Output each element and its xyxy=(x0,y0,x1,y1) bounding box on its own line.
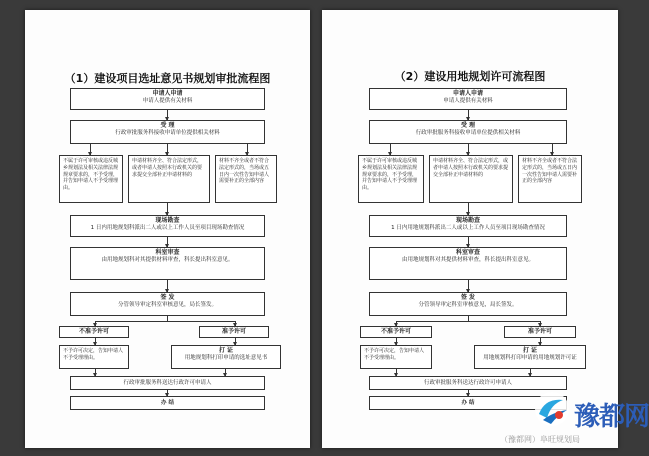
arrow xyxy=(167,280,168,292)
watermark-logo-icon xyxy=(533,390,571,428)
right-review-head: 科室审查 xyxy=(455,249,480,256)
right-apply-box xyxy=(369,88,567,110)
right-complete-box: 申请材料齐全、符合法定形式，或者申请人按照本行政机关的要求提交全部补正申请材料的 xyxy=(429,155,513,203)
right-grant-head: 准予许可 xyxy=(527,328,552,335)
left-deny-head-box xyxy=(59,326,129,338)
connector xyxy=(396,321,540,322)
left-review-head: 科室审查 xyxy=(155,249,180,256)
arrow xyxy=(468,110,469,120)
right-inspect-box xyxy=(369,215,567,237)
left-grant-head-box xyxy=(199,326,269,338)
left-accept-head: 受 理 xyxy=(160,122,175,129)
watermark-subtext: （豫都网）阜旺规划局 xyxy=(500,435,580,444)
left-accept-box xyxy=(70,120,265,144)
left-apply-head: 申请人申请 xyxy=(152,90,183,97)
arrow xyxy=(247,144,248,155)
arrow xyxy=(235,338,236,345)
arrow xyxy=(396,369,397,376)
right-title: （2）建设用地规划许可流程图 xyxy=(394,70,546,83)
right-print-box xyxy=(474,345,586,369)
left-page xyxy=(25,10,310,448)
left-apply-body: 申请人提供有关材料 xyxy=(142,98,193,105)
arrow xyxy=(90,144,91,155)
right-review-box xyxy=(369,247,567,280)
left-done-box: 办 结 xyxy=(70,396,265,410)
right-notify-box: 行政审批服务科送达行政许可申请人 xyxy=(369,376,567,390)
left-incomplete-box: 材料不齐全或者不符合法定形式的，当场或五日内一次性告知申请人需要补正的全部内容 xyxy=(215,155,277,203)
left-sign-box xyxy=(70,292,265,316)
left-apply-box xyxy=(70,88,265,110)
right-accept-box xyxy=(369,120,567,144)
arrow xyxy=(468,237,469,247)
left-print-head: 打 证 xyxy=(218,347,234,354)
arrow xyxy=(167,144,168,155)
right-inspect-body: 1 日内用地规划科派出二人或以上工作人员至项目现场勘查情况 xyxy=(391,225,545,232)
left-reject-box: 不属于许可审核或违反城乡规划法及相关法律法规规章要求的，不予受理，并告知申请人不予受理理由。 xyxy=(59,155,123,203)
left-sign-head: 签 发 xyxy=(160,294,175,301)
arrow xyxy=(396,338,397,345)
arrow xyxy=(95,369,96,376)
left-inspect-body: 1 日内用地规划科派出二人或以上工作人员至项目现场勘查情况 xyxy=(90,225,245,232)
watermark-text: 豫都网 xyxy=(574,402,649,432)
left-complete-box: 申请材料齐全、符合法定形式，或者申请人按照本行政机关的要求提交全部补正申请材料的 xyxy=(128,155,210,203)
left-print-box xyxy=(171,345,281,369)
left-review-box xyxy=(70,247,265,280)
arrow xyxy=(540,338,541,345)
right-deny-body-box: 不予许可决定，告知申请人不予受理理由。 xyxy=(360,345,432,369)
arrow xyxy=(468,280,469,292)
right-reject-box: 不属于许可审核或违反城乡规划法及相关法律法规规章要求的，不予受理，并告知申请人不予受理理由。 xyxy=(358,155,424,203)
right-sign-box xyxy=(369,292,567,316)
arrow xyxy=(167,110,168,120)
right-inspect-head: 现场勘查 xyxy=(455,217,480,224)
left-inspect-head: 现场勘查 xyxy=(155,217,180,224)
right-sign-body: 分管领导审定科室审核意见，局长签发。 xyxy=(418,302,518,309)
left-grant-head: 准予许可 xyxy=(221,328,246,335)
right-print-body: 用地规划科打印申请的用地规划许可证 xyxy=(483,355,577,362)
connector xyxy=(95,321,235,322)
right-print-head: 打 证 xyxy=(522,347,538,354)
left-deny-head: 不准予许可 xyxy=(78,328,109,335)
left-title: （1）建设项目选址意见书规划审批流程图 xyxy=(64,72,271,85)
arrow xyxy=(468,144,469,155)
left-notify-box: 行政审批服务科送达行政许可申请人 xyxy=(70,376,265,390)
left-accept-body: 行政审批服务科接收申请单位提供相关材料 xyxy=(115,130,220,137)
right-apply-head: 申请人申请 xyxy=(452,90,483,97)
right-apply-body: 申请人提供有关材料 xyxy=(443,98,493,105)
left-deny-body-box: 不予许可决定，告知申请人不予受理理由。 xyxy=(59,345,129,369)
right-sign-head: 签 发 xyxy=(460,294,476,301)
arrow xyxy=(552,144,553,155)
arrow xyxy=(167,203,168,215)
left-sign-body: 分管领导审定科室审核意见，局长签发。 xyxy=(117,302,217,309)
arrow xyxy=(167,237,168,247)
right-incomplete-box: 材料不齐全或者不符合法定形式的，当场或五日内一次性告知申请人需要补正的全部内容 xyxy=(518,155,582,203)
right-done-box: 办 结 xyxy=(369,396,567,410)
right-review-body: 由用地规划科对其提供材料审查，科长提出科室意见。 xyxy=(401,257,534,264)
right-deny-head: 不准予许可 xyxy=(380,328,411,335)
arrow xyxy=(95,338,96,345)
arrow xyxy=(468,203,469,215)
arrow xyxy=(530,369,531,376)
right-deny-head-box xyxy=(360,326,432,338)
left-print-body: 用地规划科打印申请的选址意见书 xyxy=(184,355,268,362)
right-page xyxy=(322,10,618,448)
left-review-body: 由用地规划科对其提供材料审查，科长提出科室意见。 xyxy=(101,257,234,264)
right-accept-head: 受 理 xyxy=(460,122,476,129)
left-inspect-box xyxy=(70,215,265,237)
right-accept-body: 行政审批服务科接收申请单位提供相关材料 xyxy=(415,130,521,137)
right-grant-head-box xyxy=(504,326,576,338)
arrow xyxy=(225,369,226,376)
arrow xyxy=(390,144,391,155)
